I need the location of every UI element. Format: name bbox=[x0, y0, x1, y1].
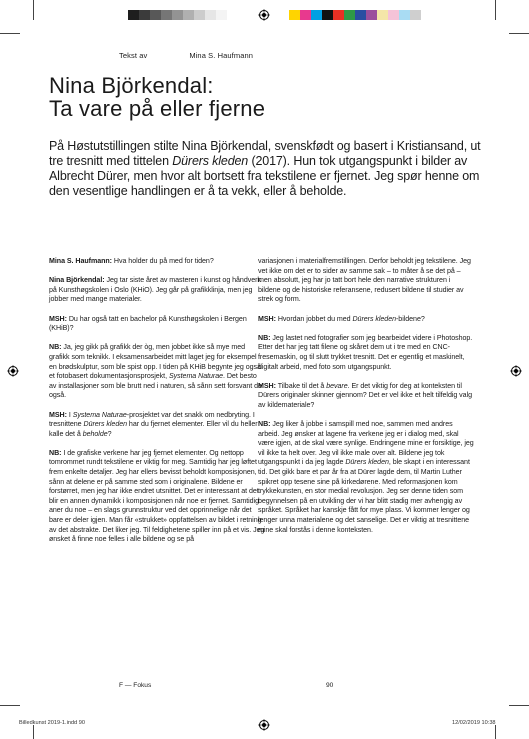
paragraph-text: . Er det viktig for deg at konteksten til Dürers originaler skinner gjennom? Det er vel ikke et helt tilfeldig valg av kildemateriale? bbox=[258, 381, 472, 409]
speaker-label: NB: bbox=[49, 448, 62, 457]
color-swatch bbox=[322, 10, 333, 20]
interview-paragraph bbox=[258, 257, 474, 305]
italic-title: Dürers kleden bbox=[83, 420, 128, 429]
color-swatch bbox=[289, 10, 300, 20]
speaker-label: MSH: bbox=[258, 314, 276, 323]
slug-date: 12/02/2019 10:38 bbox=[452, 720, 496, 726]
paragraph-text: , ble skapt i en interessant tid. Det gikk bare et par år fra at Dürer lagde dem, til Martin Luther spikret opp tesene sine på kirkedørene. Med reformasjonen kom trykkekunsten, en stor medial revolusjon. Jeg ser denne tiden som begynnelsen på en utvikling der vi har blitt stadig mer avhengig av språket. Språket har kanskje fått for mye plass. Vi kommer lenger og lenger unna materialene og det sanselige. Det er viktig at tresnittene mine skal forstås i denne konteksten. bbox=[258, 458, 470, 534]
registration-mark-right bbox=[510, 365, 522, 377]
crop-mark bbox=[0, 33, 20, 34]
paragraph-text: . Det besto av installasjoner som ble brutt ned i naturen, så sånn sett forsvant de også. bbox=[49, 372, 262, 400]
speaker-label: NB: bbox=[258, 420, 271, 429]
paragraph-text: ? bbox=[107, 429, 112, 438]
crop-mark bbox=[33, 0, 34, 20]
italic-title: bevare bbox=[326, 381, 348, 390]
article-title bbox=[49, 74, 265, 120]
byline bbox=[119, 51, 253, 60]
page-number: 90 bbox=[326, 682, 334, 689]
speaker-label: NB: bbox=[49, 343, 62, 352]
interview-paragraph bbox=[258, 334, 474, 372]
color-bar bbox=[289, 10, 421, 20]
paragraph-text: Ja, jeg gikk på grafikk der òg, men jobbet ikke så mye med grafikk som teknikk. I eksamensarbeidet mitt laget jeg for eksempel en brødskulptur, som ble spist opp. I tiden på KHiB begynte jeg også et fotobasert dokumentasjonsprosjekt, bbox=[49, 343, 261, 381]
italic-title: Systema Naturae bbox=[168, 372, 224, 381]
title-line-1: Nina Björkendal: bbox=[49, 73, 214, 98]
work-title: Dürers kleden bbox=[172, 154, 249, 168]
color-swatch bbox=[300, 10, 311, 20]
paragraph-text: Jeg liker å jobbe i samspill med noe, sammen med andres arbeid. Jeg ønsker at lagene fra verkene jeg er i dialog med, skal være igjen, at de skal være synlige. Endringene mine er forsiktige, jeg vil ikke ta helt over. Jeg vil ikke male over alt. Bildene jeg tok utgangspunkt i da jeg lagde bbox=[258, 420, 474, 467]
italic-title: Systema Naturae bbox=[72, 410, 127, 419]
interview-paragraph bbox=[49, 257, 265, 267]
interview-paragraph bbox=[49, 449, 265, 545]
italic-title: Dürers kleden bbox=[345, 458, 389, 467]
lead-text: På Høstutstillingen stilte Nina Björkendal, svenskfødt og basert i Kristiansand, ut tre tresnitt med tittelen bbox=[49, 139, 481, 168]
byline-author: Mina S. Haufmann bbox=[189, 51, 254, 60]
grey-scale-bar bbox=[128, 10, 227, 20]
color-swatch bbox=[355, 10, 366, 20]
speaker-label: Nina Björkendal: bbox=[49, 276, 105, 285]
color-swatch bbox=[366, 10, 377, 20]
speaker-label: MSH: bbox=[49, 410, 67, 419]
slug-file: Billedkunst 2019-1.indd 90 bbox=[19, 720, 85, 726]
speaker-label: MSH: bbox=[49, 314, 67, 323]
registration-mark-bottom bbox=[258, 719, 270, 731]
color-swatch bbox=[399, 10, 410, 20]
interview-paragraph bbox=[49, 276, 265, 305]
color-swatch bbox=[377, 10, 388, 20]
paragraph-text: I de grafiske verkene har jeg fjernet elementer. Og nettopp tomrommet rundt tekstilene er viktig for meg. Samtidig har jeg løftet frem enkelte detaljer. Jeg har ellers bevisst beholdt komposisjonen, sånn at delene er på samme sted som i originalene. Bildene er forstørret, men jeg har ikke endret utsnittet. Det er interessant at det blir en annen dynamikk i komposisjonen når noe er fjernet. Samtidig aner du noe – en slags grunnstruktur ved det opprinnelige når det bare er deler igjen. Man får «strukket» oppfattelsen av bildet i retning av det abstrakte. Det liker jeg. Til feldighetene spiller inn på et vis. Jeg ønsket å finne noe felles i alle bildene og se på bbox=[49, 448, 265, 544]
paragraph-text: har du fjernet elementer. Eller vil du heller kalle det å bbox=[49, 420, 258, 438]
paragraph-text: Jeg lastet ned fotografier som jeg bearbeidet videre i Photoshop. Etter det har jeg tatt filene og skåret dem ut i tre med en CNC-fresemaskin, og til slutt trykket tresnitt. Det er egentlig et maskinelt, digitalt arbeid, med foto som utgangspunkt. bbox=[258, 333, 473, 371]
crop-mark bbox=[509, 33, 529, 34]
body-column-left bbox=[49, 257, 265, 554]
registration-mark-top bbox=[258, 9, 270, 21]
color-swatch bbox=[311, 10, 322, 20]
color-swatch bbox=[410, 10, 421, 20]
interview-paragraph bbox=[49, 315, 265, 334]
paragraph-text: -prosjektet var det snakk om nedbryting. I tresnittene bbox=[49, 410, 255, 429]
title-line-2: Ta vare på eller fjerne bbox=[49, 96, 266, 121]
paragraph-text: Hva holder du på med for tiden? bbox=[112, 257, 214, 265]
interview-paragraph bbox=[49, 411, 265, 440]
byline-prefix: Tekst av bbox=[119, 51, 148, 60]
lead-paragraph bbox=[49, 139, 489, 199]
paragraph-text: variasjonen i materialfremstillingen. Derfor beholdt jeg tekstilene. Jeg vet ikke om det er to sider av samme sak – to måter å se det på – men absolutt, jeg har jo tatt bort hele den narrative strukturen i bildene og de historiske referansene, redusert bildene til studier av strek og form. bbox=[258, 257, 471, 304]
paragraph-text: -bildene? bbox=[396, 314, 425, 323]
color-swatch bbox=[333, 10, 344, 20]
interview-paragraph bbox=[258, 315, 474, 325]
crop-mark bbox=[495, 725, 496, 739]
crop-mark bbox=[0, 705, 20, 706]
interview-paragraph bbox=[49, 343, 265, 401]
lead-text: (2017). Hun tok utgangspunkt i bilder av Albrecht Dürer, men hvor alt bortsett fra tekstilene er fjernet. Jeg spør henne om den vesentlige handlingen er å ta vekk, eller å beholde. bbox=[49, 154, 480, 198]
speaker-label: Mina S. Haufmann: bbox=[49, 257, 112, 265]
body-column-right bbox=[258, 257, 474, 545]
interview-paragraph bbox=[258, 382, 474, 411]
italic-title: Dürers kleden bbox=[352, 314, 396, 323]
registration-mark-left bbox=[7, 365, 19, 377]
color-swatch bbox=[344, 10, 355, 20]
footer-section: F — Fokus bbox=[119, 682, 152, 689]
paragraph-text: Du har også tatt en bachelor på Kunsthøgskolen i Bergen (KHiB)? bbox=[49, 314, 247, 333]
paragraph-text: Jeg tar siste året av masteren i kunst og håndverk på Kunsthøgskolen i Oslo (KHiO). Jeg går på grafikklinja, men jeg jobber med mange materialer. bbox=[49, 276, 261, 304]
crop-mark bbox=[495, 0, 496, 20]
crop-mark bbox=[509, 705, 529, 706]
interview-paragraph bbox=[258, 420, 474, 535]
color-swatch bbox=[388, 10, 399, 20]
italic-title: beholde bbox=[82, 429, 108, 438]
speaker-label: MSH: bbox=[258, 381, 276, 390]
paragraph-text: Hvordan jobbet du med bbox=[275, 314, 353, 323]
crop-mark bbox=[33, 725, 34, 739]
paragraph-text: I bbox=[66, 410, 73, 419]
speaker-label: NB: bbox=[258, 333, 271, 342]
paragraph-text: Tilbake til det å bbox=[275, 381, 327, 390]
